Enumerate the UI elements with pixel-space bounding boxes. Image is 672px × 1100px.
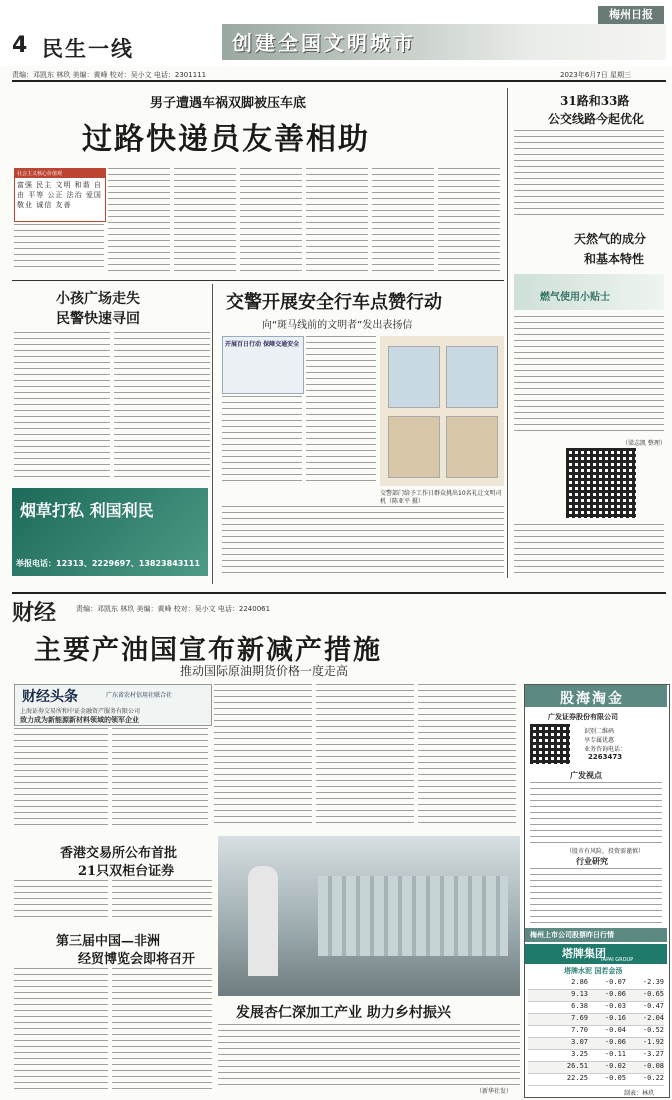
police-text-col2 — [306, 336, 376, 486]
police-text-bottom — [222, 506, 504, 578]
stock-price: 22.25 — [566, 1074, 588, 1082]
industry-title: 行业研究 — [576, 857, 608, 866]
finance-text-col3 — [214, 684, 312, 828]
bus-subhead: 公交线路今起优化 — [548, 112, 645, 126]
issue-date: 2023年6月7日 星期三 — [560, 71, 631, 79]
broker-phone-label: 业务咨询电话： — [584, 746, 627, 753]
finance-headlines-bank: 广东省农村信用社联合社 — [106, 692, 173, 699]
broker-qr-label1: 识别二维码 — [584, 728, 615, 735]
stock-pct: -1.92 — [642, 1038, 664, 1046]
stock-pct: -2.39 — [642, 978, 664, 986]
stock-price: 9.13 — [571, 990, 588, 998]
stock-price: 3.25 — [571, 1050, 588, 1058]
table-editor: 制表：林玖 — [624, 1090, 655, 1097]
stock-price: 3.07 — [571, 1038, 588, 1046]
top-story-text-col6 — [372, 168, 434, 272]
listed-title: 梅州上市公司股票昨日行情 — [530, 931, 614, 939]
stock-pct: -0.22 — [642, 1074, 664, 1082]
finance-text-col2 — [112, 728, 208, 828]
gas-subhead: 和基本特性 — [584, 252, 645, 266]
viewpoint-text — [530, 782, 662, 844]
police-letter-title: 开展百日行动 保障交通安全 — [225, 341, 300, 348]
police-photo — [380, 336, 504, 486]
editor-line: 责编：邓凯东 林玖 美编：黄峰 校对：吴小文 电话：2301111 — [12, 71, 207, 79]
top-story-text-col7 — [438, 168, 500, 272]
column-divider — [507, 88, 508, 578]
finance-text-col4 — [316, 684, 414, 828]
stock-row — [528, 1026, 664, 1038]
values-box — [14, 168, 106, 222]
stock-change: -0.05 — [604, 1074, 626, 1082]
lost-child-text-col2 — [114, 332, 210, 482]
viewpoint-title: 广发视点 — [570, 771, 602, 780]
industry-text — [530, 868, 662, 924]
stock-row — [528, 1050, 664, 1062]
lost-child-headline: 小孩广场走失 — [56, 291, 140, 307]
values-box-text: 富强 民主 文明 和谐 自由 平等 公正 法治 爱国 敬业 诚信 友善 — [17, 181, 102, 209]
broker-qr-label2: 享专属优惠 — [584, 737, 615, 744]
top-story-headline: 过路快递员友善相助 — [82, 122, 370, 157]
gas-text — [514, 316, 664, 436]
gas-tips-label: 燃气使用小贴士 — [540, 292, 610, 303]
masthead-rule — [12, 80, 666, 82]
stock-panel-title: 股海淘金 — [560, 691, 624, 707]
police-headline: 交警开展安全行车点赞行动 — [226, 292, 442, 313]
photo-credit: （新华社发） — [476, 1088, 513, 1095]
stock-row — [528, 1038, 664, 1050]
anti-smuggling-hotline: 举报电话：12313、2229697、13823843111 — [16, 559, 201, 568]
finance-section-name: 财经 — [12, 601, 57, 626]
finance-subhead: 推动国际原油期货价格一度走高 — [180, 664, 349, 678]
finance-text-col1 — [14, 728, 108, 828]
bus-text — [514, 130, 664, 218]
hk-subhead: 21只双柜台证券 — [78, 864, 175, 879]
top-story-kicker: 男子遭遇车祸双脚被压车底 — [150, 96, 307, 111]
police-subhead: 向“斑马线前的文明者”发出表扬信 — [262, 320, 413, 331]
middle-rule — [12, 280, 504, 281]
stock-price: 2.86 — [571, 978, 588, 986]
section-name: 民生一线 — [42, 37, 134, 61]
factory-photo — [218, 836, 520, 996]
expo-text-col1 — [14, 968, 108, 1092]
lost-child-text-col1 — [14, 332, 110, 482]
stock-price: 26.51 — [566, 1062, 588, 1070]
finance-headlines-title2: 致力成为新能源新材料领域的领军企业 — [20, 716, 139, 724]
expo-subhead: 经贸博览会即将召开 — [78, 952, 196, 967]
stock-row — [528, 990, 664, 1002]
stock-row — [528, 1062, 664, 1074]
paper-logo: 梅州日报 — [598, 6, 664, 24]
finance-headlines-title1: 上海证券交易所和中证金融资产服务有限公司 — [20, 708, 141, 715]
hk-headline: 香港交易所公布首批 — [60, 846, 178, 861]
anti-smuggling-slogan: 烟草打私 利国利民 — [20, 501, 154, 520]
broker-qr-icon[interactable] — [530, 724, 570, 764]
police-letter-card — [222, 336, 304, 394]
tapai-name: 塔牌集团 — [562, 947, 606, 960]
apricot-text — [218, 1024, 520, 1086]
stock-change: -0.06 — [604, 1038, 626, 1046]
slogan-text: 创建全国文明城市 — [232, 31, 416, 55]
section-number: 4 — [12, 33, 28, 58]
stock-disclaimer: （股市有风险，投资需谨慎） — [566, 848, 645, 855]
stock-pct: -0.65 — [642, 990, 664, 998]
stock-price: 7.69 — [571, 1014, 588, 1022]
tapai-name-en: TAPAI GROUP — [600, 957, 634, 963]
stock-change: -0.04 — [604, 1026, 626, 1034]
police-text-col1 — [222, 396, 302, 486]
police-photo-caption: 交警部门给予工作日群众挑出10名礼让文明司机（陈亚平 摄） — [380, 490, 502, 505]
bus-headline: 31路和33路 — [560, 94, 630, 108]
right-column-text — [514, 524, 664, 574]
column-divider-2 — [212, 284, 213, 584]
top-story-text-col1 — [14, 224, 104, 272]
stock-pct: -2.04 — [642, 1014, 664, 1022]
stock-change: -0.02 — [604, 1062, 626, 1070]
finance-headlines-label: 财经头条 — [22, 689, 78, 705]
expo-text-col2 — [112, 968, 212, 1092]
stock-row — [528, 1074, 664, 1086]
tapai-slogan: 塔牌水泥 国若金汤 — [564, 967, 623, 975]
finance-headline: 主要产油国宣布新减产措施 — [34, 635, 382, 666]
stock-price: 7.70 — [571, 1026, 588, 1034]
stock-change: -0.11 — [604, 1050, 626, 1058]
stock-price: 6.38 — [571, 1002, 588, 1010]
finance-text-col5 — [418, 684, 516, 828]
apricot-headline: 发展杏仁深加工产业 助力乡村振兴 — [236, 1005, 451, 1021]
stock-change: -0.06 — [604, 990, 626, 998]
gas-headline: 天然气的成分 — [574, 232, 647, 246]
stock-pct: -3.27 — [642, 1050, 664, 1058]
stock-pct: -0.47 — [642, 1002, 664, 1010]
top-story-text-col4 — [240, 168, 302, 272]
stock-change: -0.16 — [604, 1014, 626, 1022]
top-story-text-col2 — [108, 168, 170, 272]
broker-phone: 2263473 — [588, 753, 623, 761]
stock-change: -0.03 — [604, 1002, 626, 1010]
broker-name: 广发证券股份有限公司 — [548, 713, 618, 721]
finance-rule — [12, 592, 666, 594]
finance-editor-line: 责编：邓凯东 林玖 美编：黄峰 校对：吴小文 电话：2240061 — [76, 605, 271, 613]
stock-change: -0.07 — [604, 978, 626, 986]
stock-pct: -0.52 — [642, 1026, 664, 1034]
top-story-text-col3 — [174, 168, 236, 272]
lost-child-subhead: 民警快速寻回 — [56, 311, 140, 327]
hk-text-col2 — [112, 880, 212, 922]
stock-row — [528, 978, 664, 990]
stock-table — [528, 978, 664, 1086]
hk-text-col1 — [14, 880, 108, 922]
stock-pct: -0.08 — [642, 1062, 664, 1070]
qr-code-icon[interactable] — [566, 448, 636, 518]
values-box-title: 社会主义核心价值观 — [15, 169, 105, 178]
gas-author: （梁志凯 整理） — [622, 440, 666, 447]
top-story-text-col5 — [306, 168, 368, 272]
stock-row — [528, 1014, 664, 1026]
stock-row — [528, 1002, 664, 1014]
expo-headline: 第三届中国—非洲 — [56, 934, 161, 949]
